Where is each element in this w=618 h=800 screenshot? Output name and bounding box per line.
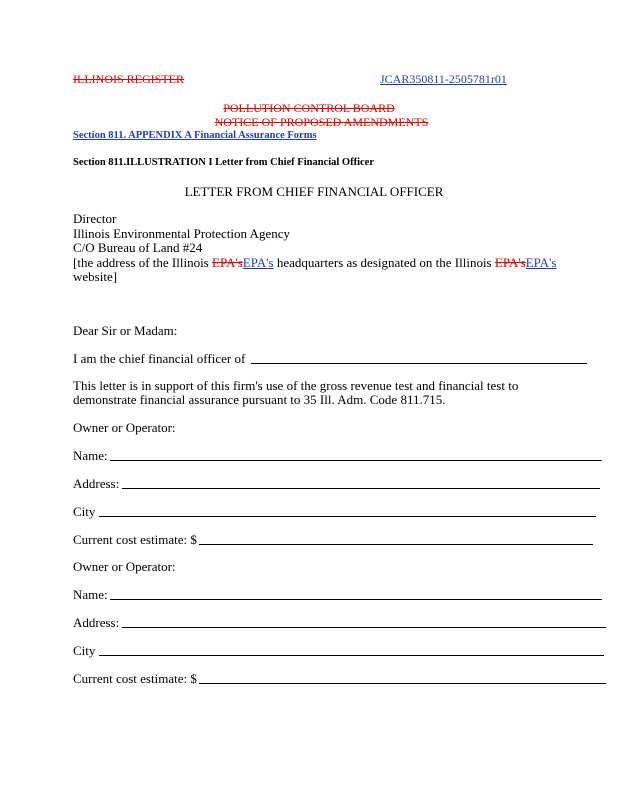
support-line-1: This letter is in support of this firm's use of the gross revenue test and financial test to (73, 378, 519, 393)
section-illustration-heading: Section 811.ILLUSTRATION I Letter from Chief Financial Officer (73, 157, 374, 168)
inserted-text: EPA's (242, 255, 274, 270)
city-label: City (73, 643, 96, 658)
address-blank[interactable] (122, 627, 606, 628)
name-label: Name: (73, 448, 108, 463)
address-label: Address: (73, 476, 120, 491)
jcar-code: JCAR350811-2505781r01 (380, 72, 507, 86)
inserted-text: EPA's (525, 255, 557, 270)
cost-estimate-label: Current cost estimate: $ (73, 532, 197, 547)
deleted-text: EPA's (494, 255, 526, 270)
salutation: Dear Sir or Madam: (73, 323, 178, 338)
name-label: Name: (73, 587, 108, 602)
cfo-statement: I am the chief financial officer of (73, 351, 246, 366)
support-line-2: demonstrate financial assurance pursuant to 35 Ill. Adm. Code 811.715. (73, 392, 446, 407)
board-name: POLLUTION CONTROL BOARD (223, 101, 395, 115)
owner-operator-heading: Owner or Operator: (73, 420, 176, 435)
name-blank[interactable] (110, 460, 602, 461)
address-line-3: C/O Bureau of Land #24 (73, 240, 203, 255)
address-line-2: Illinois Environmental Protection Agency (73, 226, 290, 241)
address-blank[interactable] (122, 488, 600, 489)
cost-estimate-blank[interactable] (199, 544, 593, 545)
address-line-5: website] (73, 269, 118, 284)
register-title: ILLINOIS REGISTER (73, 72, 184, 86)
address-line-1: Director (73, 211, 117, 226)
address-label: Address: (73, 615, 120, 630)
section-appendix-heading: Section 811. APPENDIX A Financial Assurance Forms (73, 130, 317, 141)
address-line-4-start: [the address of the Illinois (73, 255, 212, 270)
city-blank[interactable] (99, 516, 596, 517)
address-line-4-middle: headquarters as designated on the Illinois (273, 255, 495, 270)
deleted-text: EPA's (212, 255, 243, 270)
cost-estimate-blank[interactable] (199, 683, 606, 684)
city-blank[interactable] (99, 655, 604, 656)
name-blank[interactable] (110, 599, 602, 600)
letter-title: LETTER FROM CHIEF FINANCIAL OFFICER (184, 184, 444, 199)
owner-operator-heading: Owner or Operator: (73, 559, 176, 574)
city-label: City (73, 504, 96, 519)
address-line-4 (73, 255, 556, 271)
cost-estimate-label: Current cost estimate: $ (73, 671, 197, 686)
firm-name-blank[interactable] (251, 363, 587, 364)
notice-title: NOTICE OF PROPOSED AMENDMENTS (214, 115, 429, 129)
